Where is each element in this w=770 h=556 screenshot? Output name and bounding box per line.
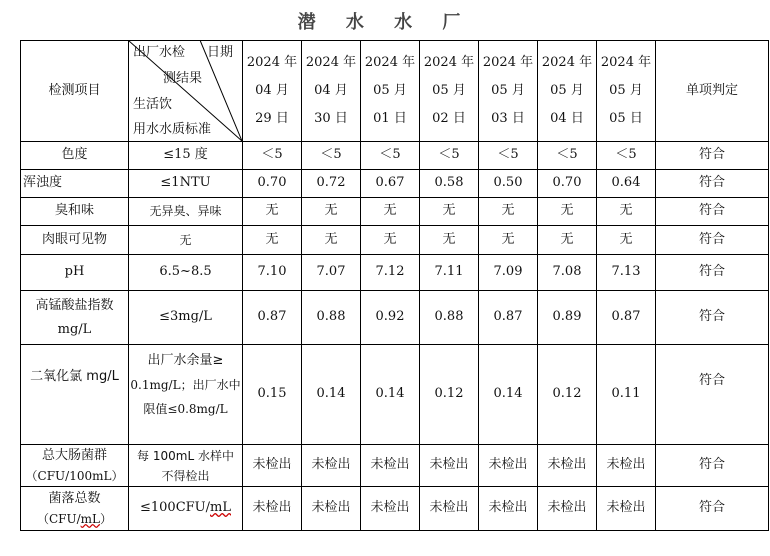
value-cell: ＜5 — [243, 142, 302, 170]
value-cell: 0.88 — [302, 291, 361, 345]
water-quality-table — [20, 40, 769, 531]
param-name: 浑浊度 — [21, 170, 129, 198]
value-cell: 0.92 — [361, 291, 420, 345]
corner-line3: 生活饮 — [133, 97, 173, 112]
value-cell: 0.14 — [479, 345, 538, 445]
param-name-line1: 菌落总数 — [48, 490, 101, 506]
table-row — [21, 226, 769, 255]
standard-cell: ≤100CFU/mL — [129, 487, 243, 531]
value-cell: 无 — [302, 226, 361, 255]
value-cell: 7.07 — [302, 255, 361, 291]
table-row — [21, 198, 769, 226]
standard-line1: 出厂水余量≥ — [147, 353, 224, 368]
value-cell: 无 — [597, 198, 656, 226]
value-cell: 7.10 — [243, 255, 302, 291]
value-cell: 未检出 — [243, 445, 302, 487]
page-title: 潜 水 水 厂 — [297, 12, 473, 33]
value-cell: 未检出 — [597, 487, 656, 531]
table-row — [21, 255, 769, 291]
value-cell: 0.12 — [420, 345, 479, 445]
verdict-cell: 符合 — [656, 226, 769, 255]
table-row — [21, 345, 769, 445]
value-cell: 0.72 — [302, 170, 361, 198]
value-cell: ＜5 — [302, 142, 361, 170]
value-cell: 7.11 — [420, 255, 479, 291]
value-cell: 未检出 — [538, 445, 597, 487]
param-name: 色度 — [21, 142, 129, 170]
value-cell: 无 — [361, 198, 420, 226]
value-cell: 无 — [420, 226, 479, 255]
param-name — [21, 487, 129, 531]
value-cell: 0.15 — [243, 345, 302, 445]
value-cell: 无 — [243, 198, 302, 226]
value-cell: 未检出 — [479, 487, 538, 531]
value-cell: 0.88 — [420, 291, 479, 345]
corner-line2: 测结果 — [163, 71, 203, 86]
value-cell: ＜5 — [538, 142, 597, 170]
param-name-line2: （CFU/100mL） — [25, 468, 124, 483]
header-row — [21, 41, 769, 142]
date-header: 2024 年 05 月 05 日 — [597, 41, 656, 142]
param-name: 肉眼可见物 — [21, 226, 129, 255]
param-name-line1: 高锰酸盐指数 — [35, 297, 114, 313]
verdict-header: 单项判定 — [656, 41, 769, 142]
value-cell: 未检出 — [597, 445, 656, 487]
table-row — [21, 142, 769, 170]
standard-cell — [129, 345, 243, 445]
table-row — [21, 487, 769, 531]
value-cell: ＜5 — [479, 142, 538, 170]
value-cell: 0.11 — [597, 345, 656, 445]
date-header: 2024 年 04 月 29 日 — [243, 41, 302, 142]
value-cell: ＜5 — [361, 142, 420, 170]
param-name-line2: （CFU/mL） — [36, 511, 113, 526]
standard-cell: ≤1NTU — [129, 170, 243, 198]
value-cell: 未检出 — [479, 445, 538, 487]
corner-line4: 用水水质标准 — [133, 122, 212, 137]
date-header: 2024 年 05 月 04 日 — [538, 41, 597, 142]
value-cell: 无 — [479, 198, 538, 226]
value-cell: ＜5 — [597, 142, 656, 170]
value-cell: 无 — [302, 198, 361, 226]
table-row — [21, 291, 769, 345]
value-cell: 7.08 — [538, 255, 597, 291]
value-cell: 0.89 — [538, 291, 597, 345]
value-cell: 0.14 — [361, 345, 420, 445]
standard-cell: ≤15 度 — [129, 142, 243, 170]
value-cell: 未检出 — [538, 487, 597, 531]
value-cell: 无 — [361, 226, 420, 255]
param-name: 臭和味 — [21, 198, 129, 226]
value-cell: 0.67 — [361, 170, 420, 198]
standard-line3: 限值≤0.8mg/L — [143, 402, 228, 416]
verdict-cell: 符合 — [656, 487, 769, 531]
date-header: 2024 年 05 月 02 日 — [420, 41, 479, 142]
standard-line2: 不得检出 — [161, 468, 210, 483]
item-header: 检测项目 — [21, 41, 129, 142]
value-cell: 无 — [420, 198, 479, 226]
verdict-cell: 符合 — [656, 198, 769, 226]
param-name-line1: 总大肠菌群 — [41, 447, 107, 463]
value-cell: 未检出 — [302, 487, 361, 531]
value-cell: 无 — [538, 226, 597, 255]
param-name-line2: mg/L — [57, 321, 92, 337]
table-row — [21, 445, 769, 487]
standard-line1: 每 100mL 水样中 — [137, 448, 234, 463]
value-cell: 未检出 — [243, 487, 302, 531]
standard-cell: 无异臭、异味 — [129, 198, 243, 226]
value-cell: 0.87 — [597, 291, 656, 345]
date-header: 2024 年 05 月 01 日 — [361, 41, 420, 142]
value-cell: 0.87 — [479, 291, 538, 345]
standard-cell: ≤3mg/L — [129, 291, 243, 345]
value-cell: 0.50 — [479, 170, 538, 198]
value-cell: 0.70 — [243, 170, 302, 198]
verdict-cell: 符合 — [656, 445, 769, 487]
param-name — [21, 445, 129, 487]
value-cell: 7.09 — [479, 255, 538, 291]
value-cell: 未检出 — [302, 445, 361, 487]
value-cell: ＜5 — [420, 142, 479, 170]
value-cell: 无 — [597, 226, 656, 255]
value-cell: 0.58 — [420, 170, 479, 198]
verdict-cell: 符合 — [656, 345, 769, 445]
date-header: 2024 年 04 月 30 日 — [302, 41, 361, 142]
value-cell: 0.70 — [538, 170, 597, 198]
param-name: pH — [21, 255, 129, 291]
standard-cell: 6.5~8.5 — [129, 255, 243, 291]
value-cell: 未检出 — [361, 487, 420, 531]
verdict-cell: 符合 — [656, 170, 769, 198]
date-header: 2024 年 05 月 03 日 — [479, 41, 538, 142]
table-row — [21, 170, 769, 198]
value-cell: 无 — [479, 226, 538, 255]
standard-cell — [129, 445, 243, 487]
verdict-cell: 符合 — [656, 255, 769, 291]
value-cell: 0.87 — [243, 291, 302, 345]
value-cell: 未检出 — [420, 445, 479, 487]
param-name: 二氧化氯 mg/L — [21, 345, 129, 445]
value-cell: 0.14 — [302, 345, 361, 445]
value-cell: 无 — [243, 226, 302, 255]
corner-line1: 出厂水检 — [133, 45, 186, 60]
value-cell: 0.64 — [597, 170, 656, 198]
value-cell: 7.13 — [597, 255, 656, 291]
diagonal-header-cell — [129, 41, 243, 142]
verdict-cell: 符合 — [656, 291, 769, 345]
param-name — [21, 291, 129, 345]
value-cell: 未检出 — [361, 445, 420, 487]
value-cell: 未检出 — [420, 487, 479, 531]
standard-line2: 0.1mg/L；出厂水中 — [130, 378, 241, 392]
value-cell: 7.12 — [361, 255, 420, 291]
standard-cell: 无 — [129, 226, 243, 255]
value-cell: 无 — [538, 198, 597, 226]
value-cell: 0.12 — [538, 345, 597, 445]
corner-line1b: 日期 — [207, 45, 234, 60]
verdict-cell: 符合 — [656, 142, 769, 170]
